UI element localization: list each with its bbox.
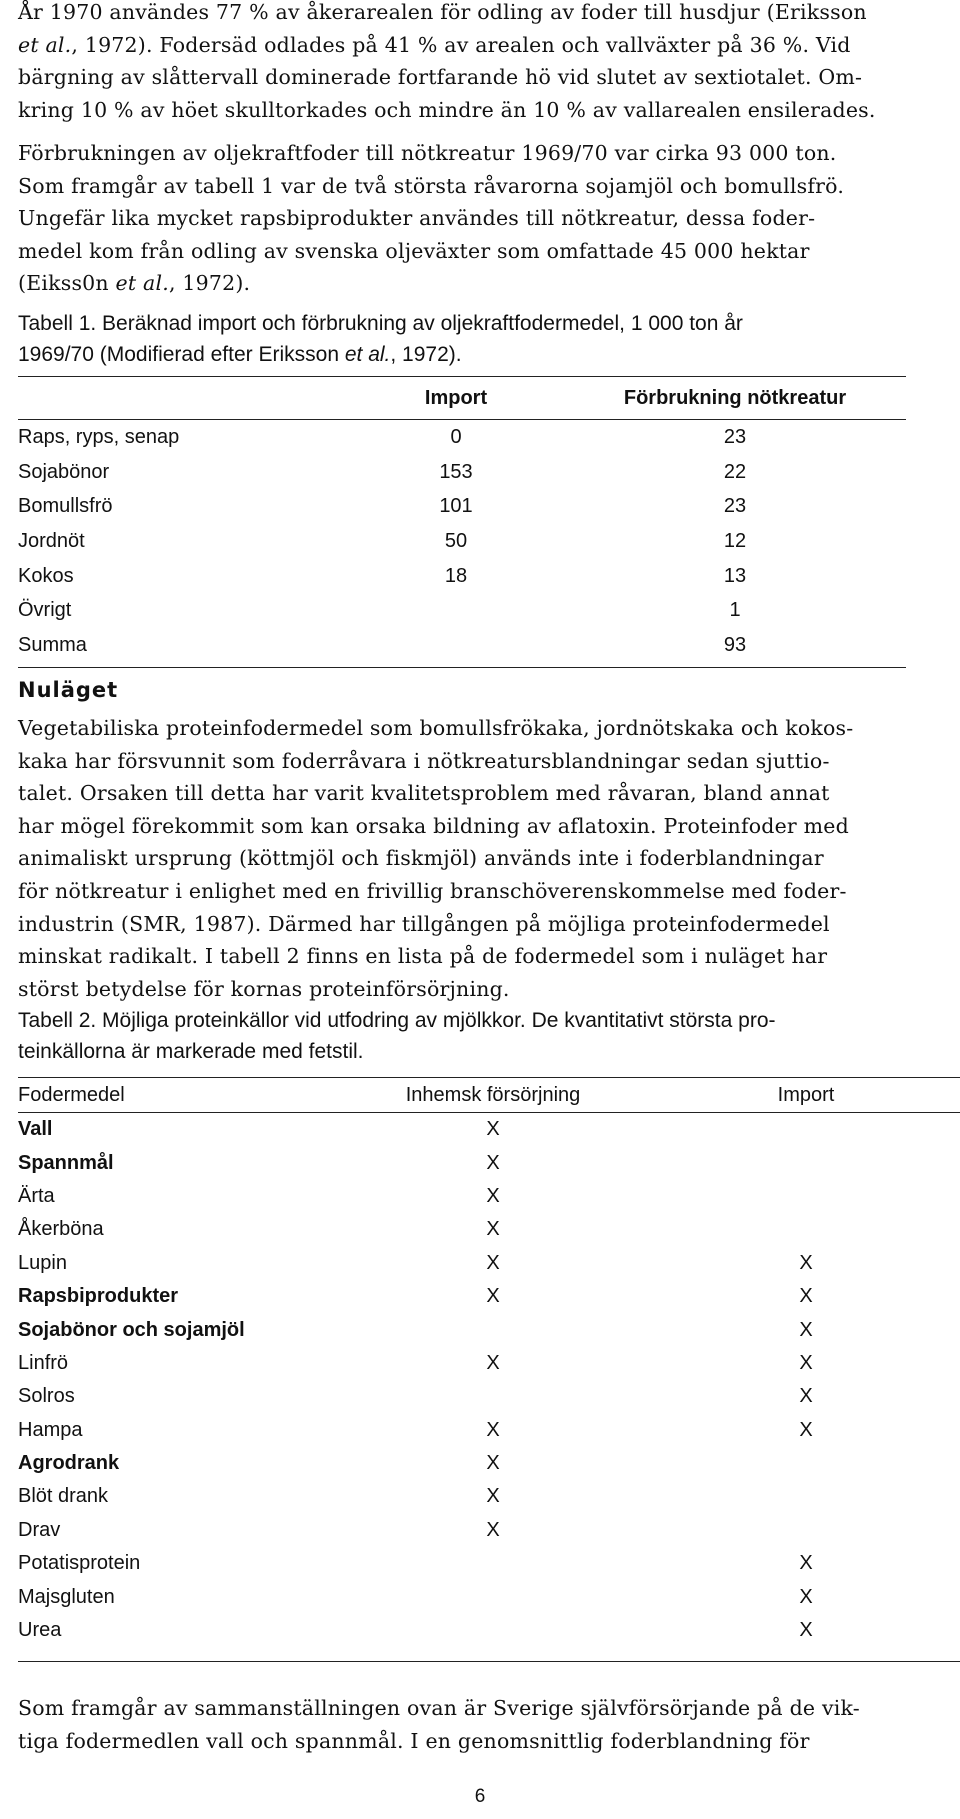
table-header-cell: Import: [777, 1083, 835, 1106]
caption-line: Tabell 2. Möjliga proteinkällor vid utfodring av mjölkkor. De kvantitativt största pro-: [18, 1009, 776, 1032]
import-cell: X: [799, 1285, 813, 1308]
caption-line: Tabell 1. Beräknad import och förbrukning av oljekraftfodermedel, 1 000 ton år: [18, 312, 743, 335]
intro-paragraph: [18, 0, 948, 126]
feed-name-cell: Ärta: [18, 1184, 55, 1207]
paragraph-line: minskat radikalt. I tabell 2 finns en lista på de fodermedel som i nuläget har: [18, 944, 828, 969]
table-row: [18, 1547, 960, 1580]
value-cell: 93: [723, 633, 747, 656]
paragraph-line: medel kom från odling av svenska oljeväxter som omfattade 45 000 hektar: [18, 238, 810, 263]
table-row: [18, 1514, 960, 1547]
row-label-cell: Övrigt: [18, 599, 72, 622]
value-cell: 1: [729, 599, 741, 622]
table-header-cell: Inhemsk försörjning: [405, 1083, 581, 1106]
paragraph-line: [18, 267, 948, 300]
import-cell: X: [799, 1318, 813, 1341]
table-row: [18, 1180, 960, 1213]
domestic-cell: X: [486, 1452, 500, 1475]
table-row: [18, 1313, 960, 1346]
table-row: [18, 1480, 960, 1513]
paragraph-line: för nötkreatur i enlighet med en frivillig branschöverenskommelse med foder-: [18, 878, 847, 903]
table-header-cell: Förbrukning nötkreatur: [623, 386, 847, 409]
domestic-cell: X: [486, 1285, 500, 1308]
domestic-cell: X: [486, 1251, 500, 1274]
table-row: [18, 1614, 960, 1647]
table-header-cell: Import: [424, 386, 488, 409]
feed-name-cell: Sojabönor och sojamjöl: [18, 1318, 245, 1341]
import-cell: X: [799, 1385, 813, 1408]
feed-name-cell: Linfrö: [18, 1351, 69, 1374]
import-cell: X: [799, 1418, 813, 1441]
page-number: 6: [474, 1786, 486, 1807]
caption-line: [18, 339, 948, 370]
table-row: [18, 1146, 960, 1179]
feed-name-cell: Urea: [18, 1619, 62, 1642]
feed-name-cell: Drav: [18, 1518, 61, 1541]
feed-name-cell: Spannmål: [18, 1151, 114, 1174]
caption-part: , 1972).: [390, 343, 462, 366]
table1-caption: [18, 308, 948, 370]
domestic-cell: X: [486, 1118, 500, 1141]
import-cell: X: [799, 1585, 813, 1608]
paragraph-line: har mögel förekommit som kan orsaka bildning av aflatoxin. Proteinfoder med: [18, 813, 849, 838]
paragraph-line: Ungefär lika mycket rapsbiprodukter användes till nötkreatur, dessa foder-: [18, 206, 816, 231]
citation-italic: et al.: [18, 32, 72, 57]
intro-line: bärgning av slåttervall dominerade fortfarande hö vid slutet av sextiotalet. Om-: [18, 65, 863, 90]
feed-name-cell: Lupin: [18, 1251, 67, 1274]
feed-name-cell: Åkerböna: [18, 1218, 104, 1241]
table-header-cell: Fodermedel: [18, 1083, 125, 1106]
table1-body: [18, 420, 906, 663]
section-heading: Nuläget: [18, 678, 119, 702]
domestic-cell: X: [486, 1218, 500, 1241]
import-cell: X: [799, 1251, 813, 1274]
table-row: [18, 455, 906, 490]
feed-name-cell: Solros: [18, 1385, 75, 1408]
consumption-paragraph: [18, 137, 948, 300]
domestic-cell: X: [486, 1184, 500, 1207]
row-label-cell: Kokos: [18, 564, 74, 587]
feed-name-cell: Rapsbiprodukter: [18, 1285, 179, 1308]
paragraph-line-part: , 1972).: [168, 271, 251, 296]
table-row: [18, 524, 906, 559]
value-cell: 50: [444, 529, 468, 552]
table2-caption: [18, 1005, 948, 1067]
row-label-cell: Bomullsfrö: [18, 495, 113, 518]
value-cell: 13: [723, 564, 747, 587]
table2: [18, 1077, 960, 1662]
section-paragraph: [18, 712, 948, 1005]
intro-line: kring 10 % av höet skulltorkades och mindre än 10 % av vallarealen ensilerades.: [18, 97, 876, 122]
import-cell: X: [799, 1552, 813, 1575]
value-cell: 22: [723, 460, 747, 483]
table2-body: [18, 1113, 960, 1647]
citation-italic: et al.: [344, 343, 391, 366]
table-row: [18, 593, 906, 628]
paragraph-line: tiga fodermedlen vall och spannmål. I en genomsnittlig foderblandning för: [18, 1728, 810, 1753]
citation-italic: et al.: [115, 271, 169, 296]
row-label-cell: Sojabönor: [18, 460, 110, 483]
table-row: [18, 489, 906, 524]
table-row: [18, 1113, 960, 1146]
caption-part: 1969/70 (Modifierad efter Eriksson: [18, 343, 345, 366]
feed-name-cell: Vall: [18, 1118, 53, 1141]
table-row: [18, 628, 906, 663]
paragraph-line: animaliskt ursprung (köttmjöl och fiskmjöl) används inte i foderblandningar: [18, 846, 824, 871]
value-cell: 18: [444, 564, 468, 587]
paragraph-line: industrin (SMR, 1987). Därmed har tillgången på möjliga proteinfodermedel: [18, 911, 830, 936]
row-label-cell: Raps, ryps, senap: [18, 425, 180, 448]
paragraph-line: talet. Orsaken till detta har varit kvalitetsproblem med råvaran, bland annat: [18, 781, 830, 806]
value-cell: 101: [439, 495, 473, 518]
feed-name-cell: Blöt drank: [18, 1485, 109, 1508]
paragraph-line-part: (Eikss0n: [18, 271, 116, 296]
feed-name-cell: Majsgluten: [18, 1585, 115, 1608]
paragraph-line: Som framgår av sammanställningen ovan är Sverige självförsörjande på de vik-: [18, 1696, 860, 1720]
table-row: [18, 1447, 960, 1480]
table-header-row: [18, 377, 906, 419]
value-cell: 23: [723, 495, 747, 518]
paragraph-line: störst betydelse för kornas proteinförsörjning.: [18, 976, 510, 1001]
intro-line: [18, 29, 948, 62]
table-row: [18, 1414, 960, 1447]
table-header-row: [18, 1078, 960, 1112]
paragraph-line: Som framgår av tabell 1 var de två största råvarorna sojamjöl och bomullsfrö.: [18, 173, 845, 198]
domestic-cell: X: [486, 1151, 500, 1174]
value-cell: 0: [450, 425, 462, 448]
feed-name-cell: Potatisprotein: [18, 1552, 141, 1575]
closing-paragraph: [18, 1692, 948, 1757]
table-row: [18, 1247, 960, 1280]
table-row: [18, 559, 906, 594]
row-label-cell: Summa: [18, 633, 87, 656]
table-row: [18, 1580, 960, 1613]
domestic-cell: X: [486, 1485, 500, 1508]
feed-name-cell: Agrodrank: [18, 1452, 120, 1475]
intro-line-rest: , 1972). Fodersäd odlades på 41 % av arealen och vallväxter på 36 %. Vid: [71, 32, 851, 57]
table-row: [18, 1347, 960, 1380]
value-cell: 153: [439, 460, 473, 483]
feed-name-cell: Hampa: [18, 1418, 83, 1441]
domestic-cell: X: [486, 1418, 500, 1441]
table-rule-bottom: [18, 1661, 960, 1662]
table-row: [18, 1380, 960, 1413]
table-row: [18, 1213, 960, 1246]
import-cell: X: [799, 1619, 813, 1642]
table1: [18, 376, 906, 668]
import-cell: X: [799, 1351, 813, 1374]
value-cell: 12: [723, 529, 747, 552]
intro-line: År 1970 användes 77 % av åkerarealen för odling av foder till husdjur (Eriksson: [18, 0, 867, 24]
table-row: [18, 420, 906, 455]
table-rule-bottom: [18, 667, 906, 668]
table-row: [18, 1280, 960, 1313]
row-label-cell: Jordnöt: [18, 529, 85, 552]
paragraph-line: kaka har försvunnit som foderråvara i nötkreatursblandningar sedan sjuttio-: [18, 748, 830, 773]
value-cell: 23: [723, 425, 747, 448]
domestic-cell: X: [486, 1518, 500, 1541]
caption-line: teinkällorna är markerade med fetstil.: [18, 1040, 364, 1063]
domestic-cell: X: [486, 1351, 500, 1374]
paragraph-line: Förbrukningen av oljekraftfoder till nötkreatur 1969/70 var cirka 93 000 ton.: [18, 141, 837, 165]
paragraph-line: Vegetabiliska proteinfodermedel som bomullsfrökaka, jordnötskaka och kokos-: [18, 716, 854, 740]
